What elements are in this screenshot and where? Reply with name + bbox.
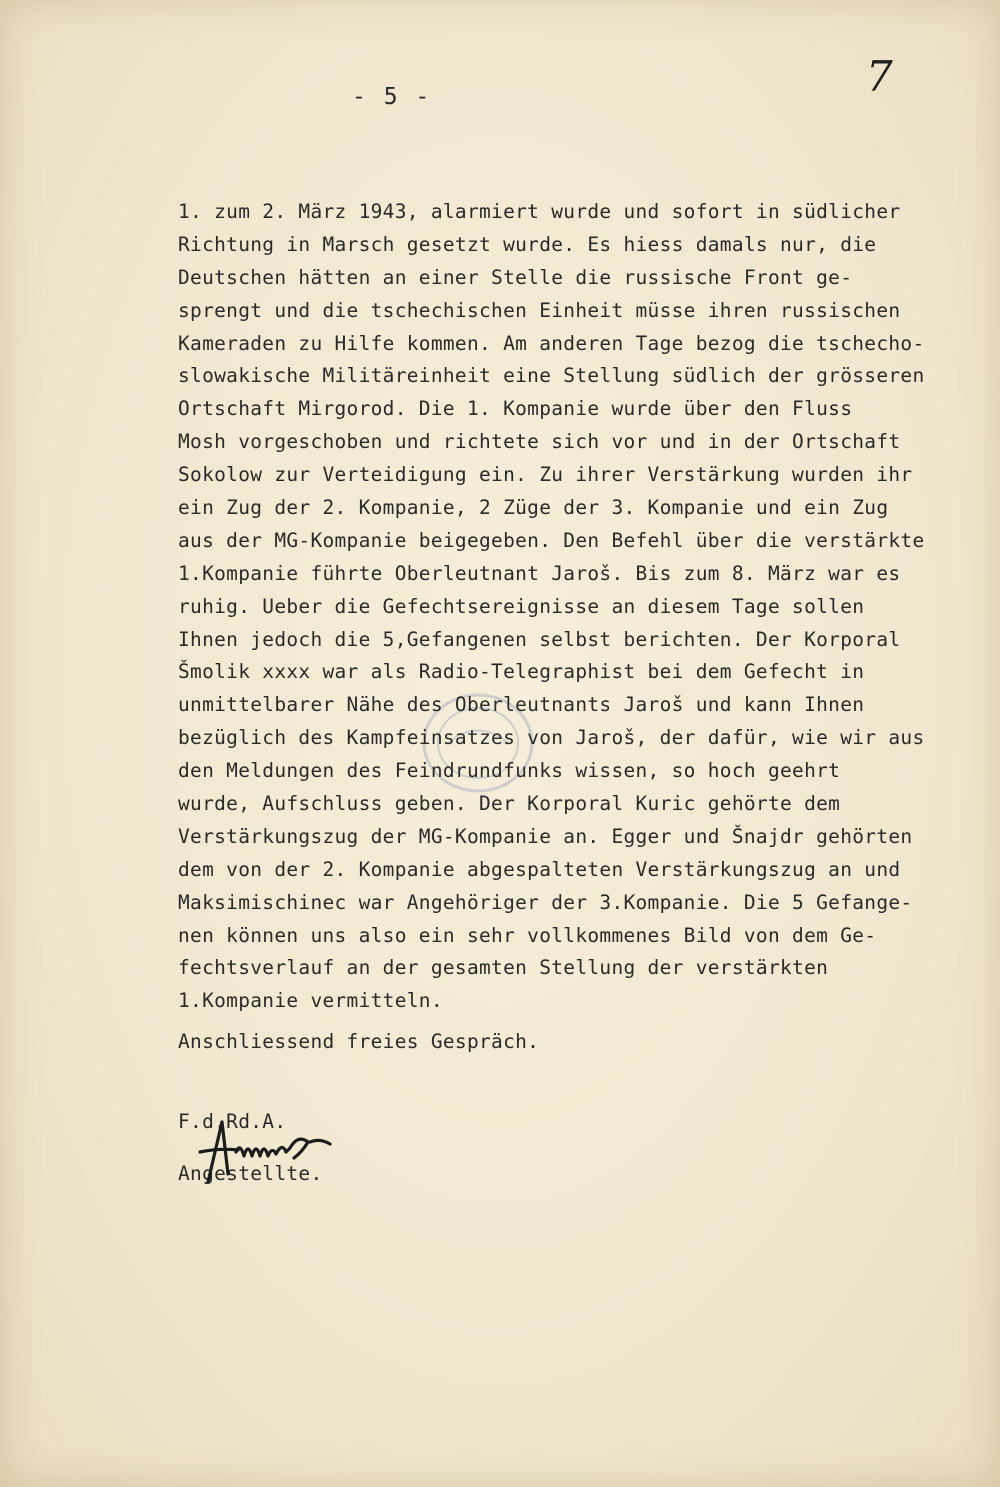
body-line: unmittelbarer Nähe des Oberleutnants Jaroš und kann Ihnen (178, 693, 865, 717)
body-line: aus der MG-Kompanie beigegeben. Den Befehl über die verstärkte (178, 528, 925, 552)
folio-number: 7 (866, 52, 893, 101)
body-line: Richtung in Marsch gesetzt wurde. Es hiess damals nur, die (178, 232, 877, 256)
body-line: ruhig. Ueber die Gefechtsereignisse an diesem Tage sollen (178, 594, 865, 618)
body-line: ein Zug der 2. Kompanie, 2 Züge der 3. Kompanie und ein Zug (178, 496, 889, 520)
body-line: 1.Kompanie führte Oberleutnant Jaroš. Bis zum 8. März war es (178, 561, 901, 585)
body-line: Šmolik xxxx war als Radio-Telegraphist bei dem Gefecht in (178, 660, 865, 684)
body-line: 1.Kompanie vermitteln. (178, 989, 443, 1013)
closing-line: Anschliessend freies Gespräch. (178, 1030, 540, 1053)
body-line: dem von der 2. Kompanie abgespalteten Verstärkungszug an und (178, 857, 901, 881)
body-line: 1. zum 2. März 1943, alarmiert wurde und sofort in südlicher (178, 200, 901, 223)
body-line: slowakische Militäreinheit eine Stellung südlich der grösseren (178, 364, 925, 388)
page-number: - 5 - (352, 84, 432, 110)
body-line: Verstärkungszug der MG-Kompanie an. Egger und Šnajdr gehörten (178, 824, 913, 848)
body-line: wurde, Aufschluss geben. Der Korporal Kuric gehörte dem (178, 792, 841, 816)
body-line: den Meldungen des Feindrundfunks wissen, so hoch geehrt (178, 759, 841, 783)
body-line: nen können uns also ein sehr vollkommenes Bild von dem Ge- (178, 923, 877, 947)
body-line: Kameraden zu Hilfe kommen. Am anderen Tage bezog die tschecho- (178, 331, 925, 355)
body-line: fechtsverlauf an der gesamten Stellung der verstärkten (178, 956, 829, 980)
body-line: Ortschaft Mirgorod. Die 1. Kompanie wurde über den Fluss (178, 397, 853, 421)
body-text (178, 196, 978, 1018)
body-line: sprengt und die tschechischen Einheit müsse ihren russischen (178, 298, 901, 322)
signature-role: Angestellte. (178, 1162, 323, 1185)
body-line: Ihnen jedoch die 5,Gefangenen selbst berichten. Der Korporal (178, 627, 901, 651)
body-line: Maksimischinec war Angehöriger der 3.Kompanie. Die 5 Gefange- (178, 890, 913, 914)
body-line: Mosh vorgeschoben und richtete sich vor und in der Ortschaft (178, 430, 901, 454)
body-line: bezüglich des Kampfeinsatzes von Jaroš, der dafür, wie wir aus (178, 726, 925, 750)
signature-title: F.d.Rd.A. (178, 1110, 287, 1133)
handwritten-signature-icon (190, 1112, 340, 1192)
body-line: Deutschen hätten an einer Stelle die russische Front ge- (178, 265, 853, 289)
body-line: Sokolow zur Verteidigung ein. Zu ihrer Verstärkung wurden ihr (178, 463, 913, 487)
